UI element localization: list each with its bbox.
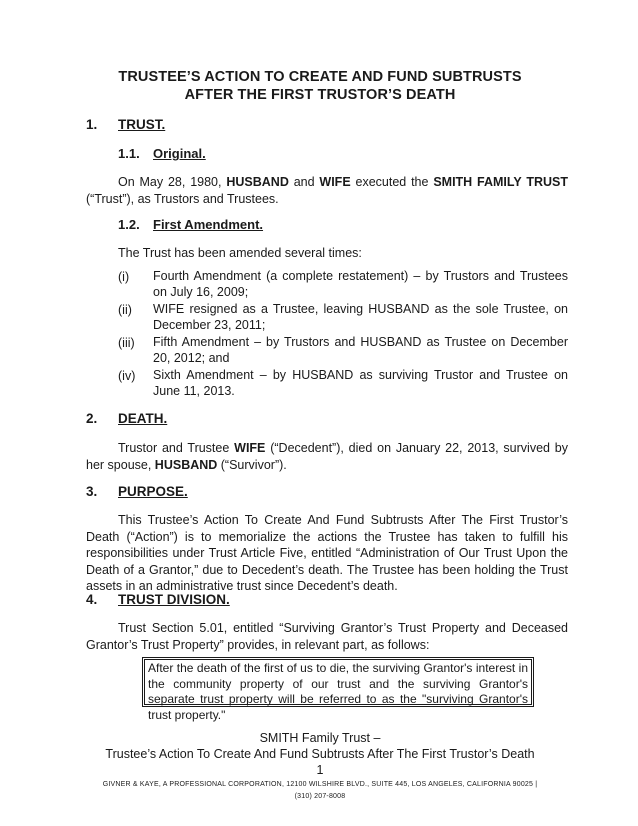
amendment-item-3-text: Fifth Amendment – by Trustors and HUSBAND as Trustee on December 20, 2012; and <box>153 335 568 365</box>
section-1-1-paragraph: On May 28, 1980, HUSBAND and WIFE executed the SMITH FAMILY TRUST (“Trust”), as Trustors and Trustees. <box>86 175 569 206</box>
amendment-item-4-text: Sixth Amendment – by HUSBAND as surviving Trustor and Trustee on June 11, 2013. <box>153 368 568 398</box>
subsection-1-2-title: First Amendment. <box>153 217 264 232</box>
footer-trust-name: SMITH Family Trust – <box>259 731 381 745</box>
footer-phone: (310) 207-8008 <box>294 793 346 800</box>
document-title <box>60 68 580 104</box>
amendments-intro: The Trust has been amended several times: <box>118 246 362 260</box>
section-3-paragraph: This Trustee’s Action To Create And Fund Subtrusts After The First Trustor’s Death (“Action”) is to memorialize the actions the Trustee has taken to fulfill his responsibilities under Trust Article Five, entitled “Administration of Our Trust Upon the Death of a Grantor,” due to Decedent’s death. The Trustee has been holding the Trust assets in an administrative trust since Decedent’s death. <box>86 513 568 593</box>
subsection-1-1-title: Original. <box>153 146 206 161</box>
section-2-paragraph: Trustor and Trustee WIFE (“Decedent”), died on January 22, 2013, survived by her spouse, HUSBAND (“Survivor”). <box>86 441 569 472</box>
section-2-title: DEATH. <box>118 411 168 426</box>
section-4-title: TRUST DIVISION. <box>118 592 230 607</box>
amendment-item-2-text: WIFE resigned as a Trustee, leaving HUSBAND as the sole Trustee, on December 23, 2011; <box>153 302 568 332</box>
amendment-item-4-number: (iv) <box>118 369 136 383</box>
title-line-2: AFTER THE FIRST TRUSTOR’S DEATH <box>184 87 456 103</box>
section-4-number: 4. <box>86 592 98 607</box>
section-1-title: TRUST. <box>118 117 166 132</box>
section-3-title: PURPOSE. <box>118 484 188 499</box>
section-3-number: 3. <box>86 484 98 499</box>
title-line-1: TRUSTEE’S ACTION TO CREATE AND FUND SUBTRUSTS <box>118 69 522 85</box>
footer-firm-address: GIVNER & KAYE, A PROFESSIONAL CORPORATION, 12100 WILSHIRE BLVD., SUITE 445, LOS ANGELES, CALIFORNIA 90025 | <box>102 781 538 788</box>
footer-document-title: Trustee’s Action To Create And Fund Subtrusts After The First Trustor’s Death <box>105 747 535 761</box>
footer-page-number: 1 <box>316 763 324 777</box>
section-1-number: 1. <box>86 117 98 132</box>
amendment-item-1-number: (i) <box>118 270 130 284</box>
quoted-trust-provision: After the death of the first of us to die, the surviving Grantor's interest in the community property of our trust and the surviving Grantor's separate trust property will be referred to as the "surviving Grantor's trust property." <box>142 657 534 707</box>
subsection-1-2-number: 1.2. <box>118 217 140 232</box>
amendment-item-1-text: Fourth Amendment (a complete restatement) – by Trustors and Trustees on July 16, 2009; <box>153 269 568 299</box>
section-2-number: 2. <box>86 411 98 426</box>
subsection-1-1-number: 1.1. <box>118 146 140 161</box>
amendment-item-3-number: (iii) <box>118 336 135 350</box>
amendment-item-2-number: (ii) <box>118 303 132 317</box>
section-4-paragraph: Trust Section 5.01, entitled “Surviving Grantor’s Trust Property and Deceased Grantor’s Trust Property” provides, in relevant part, as follows: <box>86 621 568 652</box>
